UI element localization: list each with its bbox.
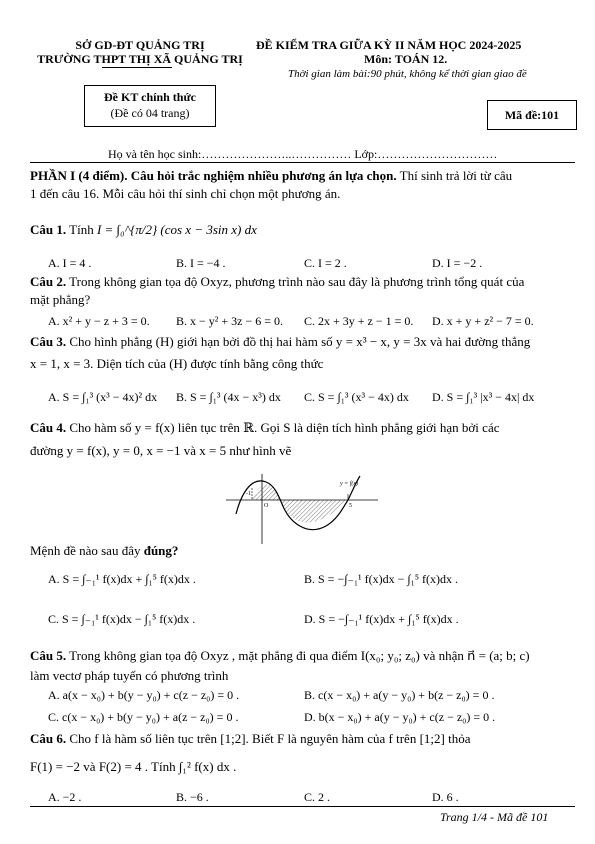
q5-option-c[interactable]: C. c(x − x₀) + b(y − y₀) + a(z − z₀) = 0 . — [48, 710, 239, 724]
q2-option-c[interactable]: C. 2x + 3y + z − 1 = 0. — [304, 314, 414, 328]
q3-option-c[interactable]: C. S = ∫₁³ (x³ − 4x) dx — [304, 390, 409, 404]
q3-option-d[interactable]: D. S = ∫₁³ |x³ − 4x| dx — [432, 390, 535, 404]
q4-function-graph — [222, 474, 382, 546]
q6-label: Câu 6. — [30, 731, 67, 746]
page-count: (Đề có 04 trang) — [110, 106, 190, 120]
divider — [30, 162, 575, 163]
part1-instruction-1 — [30, 168, 512, 184]
q1-option-a[interactable]: A. I = 4 . — [48, 256, 92, 270]
q4-option-a[interactable]: A. S = ∫₋₁¹ f(x)dx + ∫₁⁵ f(x)dx . — [48, 572, 196, 586]
q4-label: Câu 4. — [30, 420, 67, 435]
exam-subject: Môn: TOÁN 12. — [364, 52, 448, 66]
q5-option-b[interactable]: B. c(x − x₀) + a(y − y₀) + b(z − z₀) = 0 . — [304, 688, 495, 702]
q2-stem-2: mặt phẳng? — [30, 292, 91, 307]
q2-stem — [30, 274, 524, 290]
q6-stem-2: F(1) = −2 và F(2) = 4 . Tính ∫₁² f(x) dx . — [30, 759, 237, 774]
q6-text: Cho f là hàm số liên tục trên [1;2]. Biết F là nguyên hàm của f trên [1;2] thỏa — [69, 731, 471, 746]
q4-option-b[interactable]: B. S = −∫₋₁¹ f(x)dx − ∫₁⁵ f(x)dx . — [304, 572, 459, 586]
q1-stem — [30, 222, 257, 238]
q5-text: Trong không gian tọa độ Oxyz , mặt phẳng đi qua điểm I(x₀; y₀; z₀) và nhận n⃗ = (a; b; c) — [69, 648, 530, 663]
part1-instr: Thí sinh trả lời từ câu — [396, 168, 513, 183]
q4-tick-5: 5 — [349, 503, 352, 509]
exam-code-box — [487, 100, 577, 130]
q1-text: Tính — [69, 222, 94, 237]
q4-area-lower — [280, 500, 348, 523]
q4-option-c[interactable]: C. S = ∫₋₁¹ f(x)dx − ∫₁⁵ f(x)dx . — [48, 612, 196, 626]
part1-heading: PHẦN I (4 điểm). Câu hỏi trắc nghiệm nhiều phương án lựa chọn. — [30, 168, 397, 183]
q2-option-a[interactable]: A. x² + y − z + 3 = 0. — [48, 314, 150, 328]
q4-question-bold: đúng? — [143, 543, 179, 558]
q4-option-d[interactable]: D. S = −∫₋₁¹ f(x)dx + ∫₁⁵ f(x)dx . — [304, 612, 459, 626]
q2-option-b[interactable]: B. x − y² + 3z − 6 = 0. — [176, 314, 283, 328]
q4-origin-label: O — [264, 503, 269, 509]
q2-label: Câu 2. — [30, 274, 67, 289]
q3-text: Cho hình phẳng (H) giới hạn bởi đồ thị hai hàm số y = x³ − x, y = 3x và hai đường thẳng — [69, 334, 531, 349]
q4-question — [30, 543, 178, 559]
q5-option-a[interactable]: A. a(x − x₀) + b(y − y₀) + c(z − z₀) = 0 . — [48, 688, 240, 702]
exam-title: ĐỀ KIỂM TRA GIỮA KỲ II NĂM HỌC 2024-2025 — [256, 38, 522, 52]
q6-option-d[interactable]: D. 6 . — [432, 790, 459, 804]
q5-label: Câu 5. — [30, 648, 67, 663]
dept-name: SỞ GD-ĐT QUẢNG TRỊ — [75, 38, 205, 52]
q3-option-b[interactable]: B. S = ∫₁³ (4x − x³) dx — [176, 390, 281, 404]
q6-option-c[interactable]: C. 2 . — [304, 790, 331, 804]
q5-stem — [30, 648, 530, 664]
q3-label: Câu 3. — [30, 334, 67, 349]
q6-stem — [30, 731, 470, 747]
footer-divider — [30, 806, 575, 807]
q4-curve-label: y = f(x) — [340, 481, 359, 487]
part1-instruction-2: 1 đến câu 16. Mỗi câu hỏi thí sinh chỉ chọn một phương án. — [30, 186, 341, 201]
time-note: Thời gian làm bài:90 phút, không kể thời gian giao đề — [288, 68, 527, 80]
official-label: Đề KT chính thức — [104, 90, 196, 104]
q5-option-d[interactable]: D. b(x − x₀) + a(y − y₀) + c(z − z₀) = 0 . — [304, 710, 496, 724]
student-info-line: Họ và tên học sinh:…………………..…………… Lớp:………………………… — [108, 147, 498, 161]
q3-option-a[interactable]: A. S = ∫₁³ (x³ − 4x)² dx — [48, 390, 158, 404]
q4-tick-minus1: -1 — [246, 491, 251, 497]
q6-option-a[interactable]: A. −2 . — [48, 790, 82, 804]
q4-text: Cho hàm số y = f(x) liên tục trên ℝ. Gọi S là diện tích hình phẳng giới hạn bởi các — [69, 420, 500, 435]
q1-option-b[interactable]: B. I = −4 . — [176, 256, 226, 270]
q3-stem — [30, 334, 530, 350]
exam-code: Mã đề:101 — [504, 108, 560, 122]
q1-option-d[interactable]: D. I = −2 . — [432, 256, 483, 270]
q3-stem-2: x = 1, x = 3. Diện tích của (H) được tính bằng công thức — [30, 356, 324, 371]
q1-option-c[interactable]: C. I = 2 . — [304, 256, 347, 270]
q4-question-text: Mệnh đề nào sau đây — [30, 543, 144, 558]
q6-option-b[interactable]: B. −6 . — [176, 790, 209, 804]
q5-stem-2: làm vectơ pháp tuyến có phương trình — [30, 668, 229, 683]
q4-stem — [30, 420, 499, 436]
school-name: TRƯỜNG THPT THỊ XÃ QUẢNG TRỊ — [37, 52, 243, 66]
q1-formula: I = ∫₀^{π/2} (cos x − 3sin x) dx — [96, 222, 257, 237]
school-underline — [102, 67, 172, 68]
footer-page-info: Trang 1/4 - Mã đề 101 — [440, 810, 549, 824]
q2-option-d[interactable]: D. x + y + z² − 7 = 0. — [432, 314, 534, 328]
q4-area-upper — [252, 485, 280, 500]
q4-stem-2: đường y = f(x), y = 0, x = −1 và x = 5 như hình vẽ — [30, 443, 292, 458]
official-box — [84, 85, 216, 127]
q1-label: Câu 1. — [30, 222, 67, 237]
q2-text: Trong không gian tọa độ Oxyz, phương trình nào sau đây là phương trình tổng quát của — [69, 274, 525, 289]
